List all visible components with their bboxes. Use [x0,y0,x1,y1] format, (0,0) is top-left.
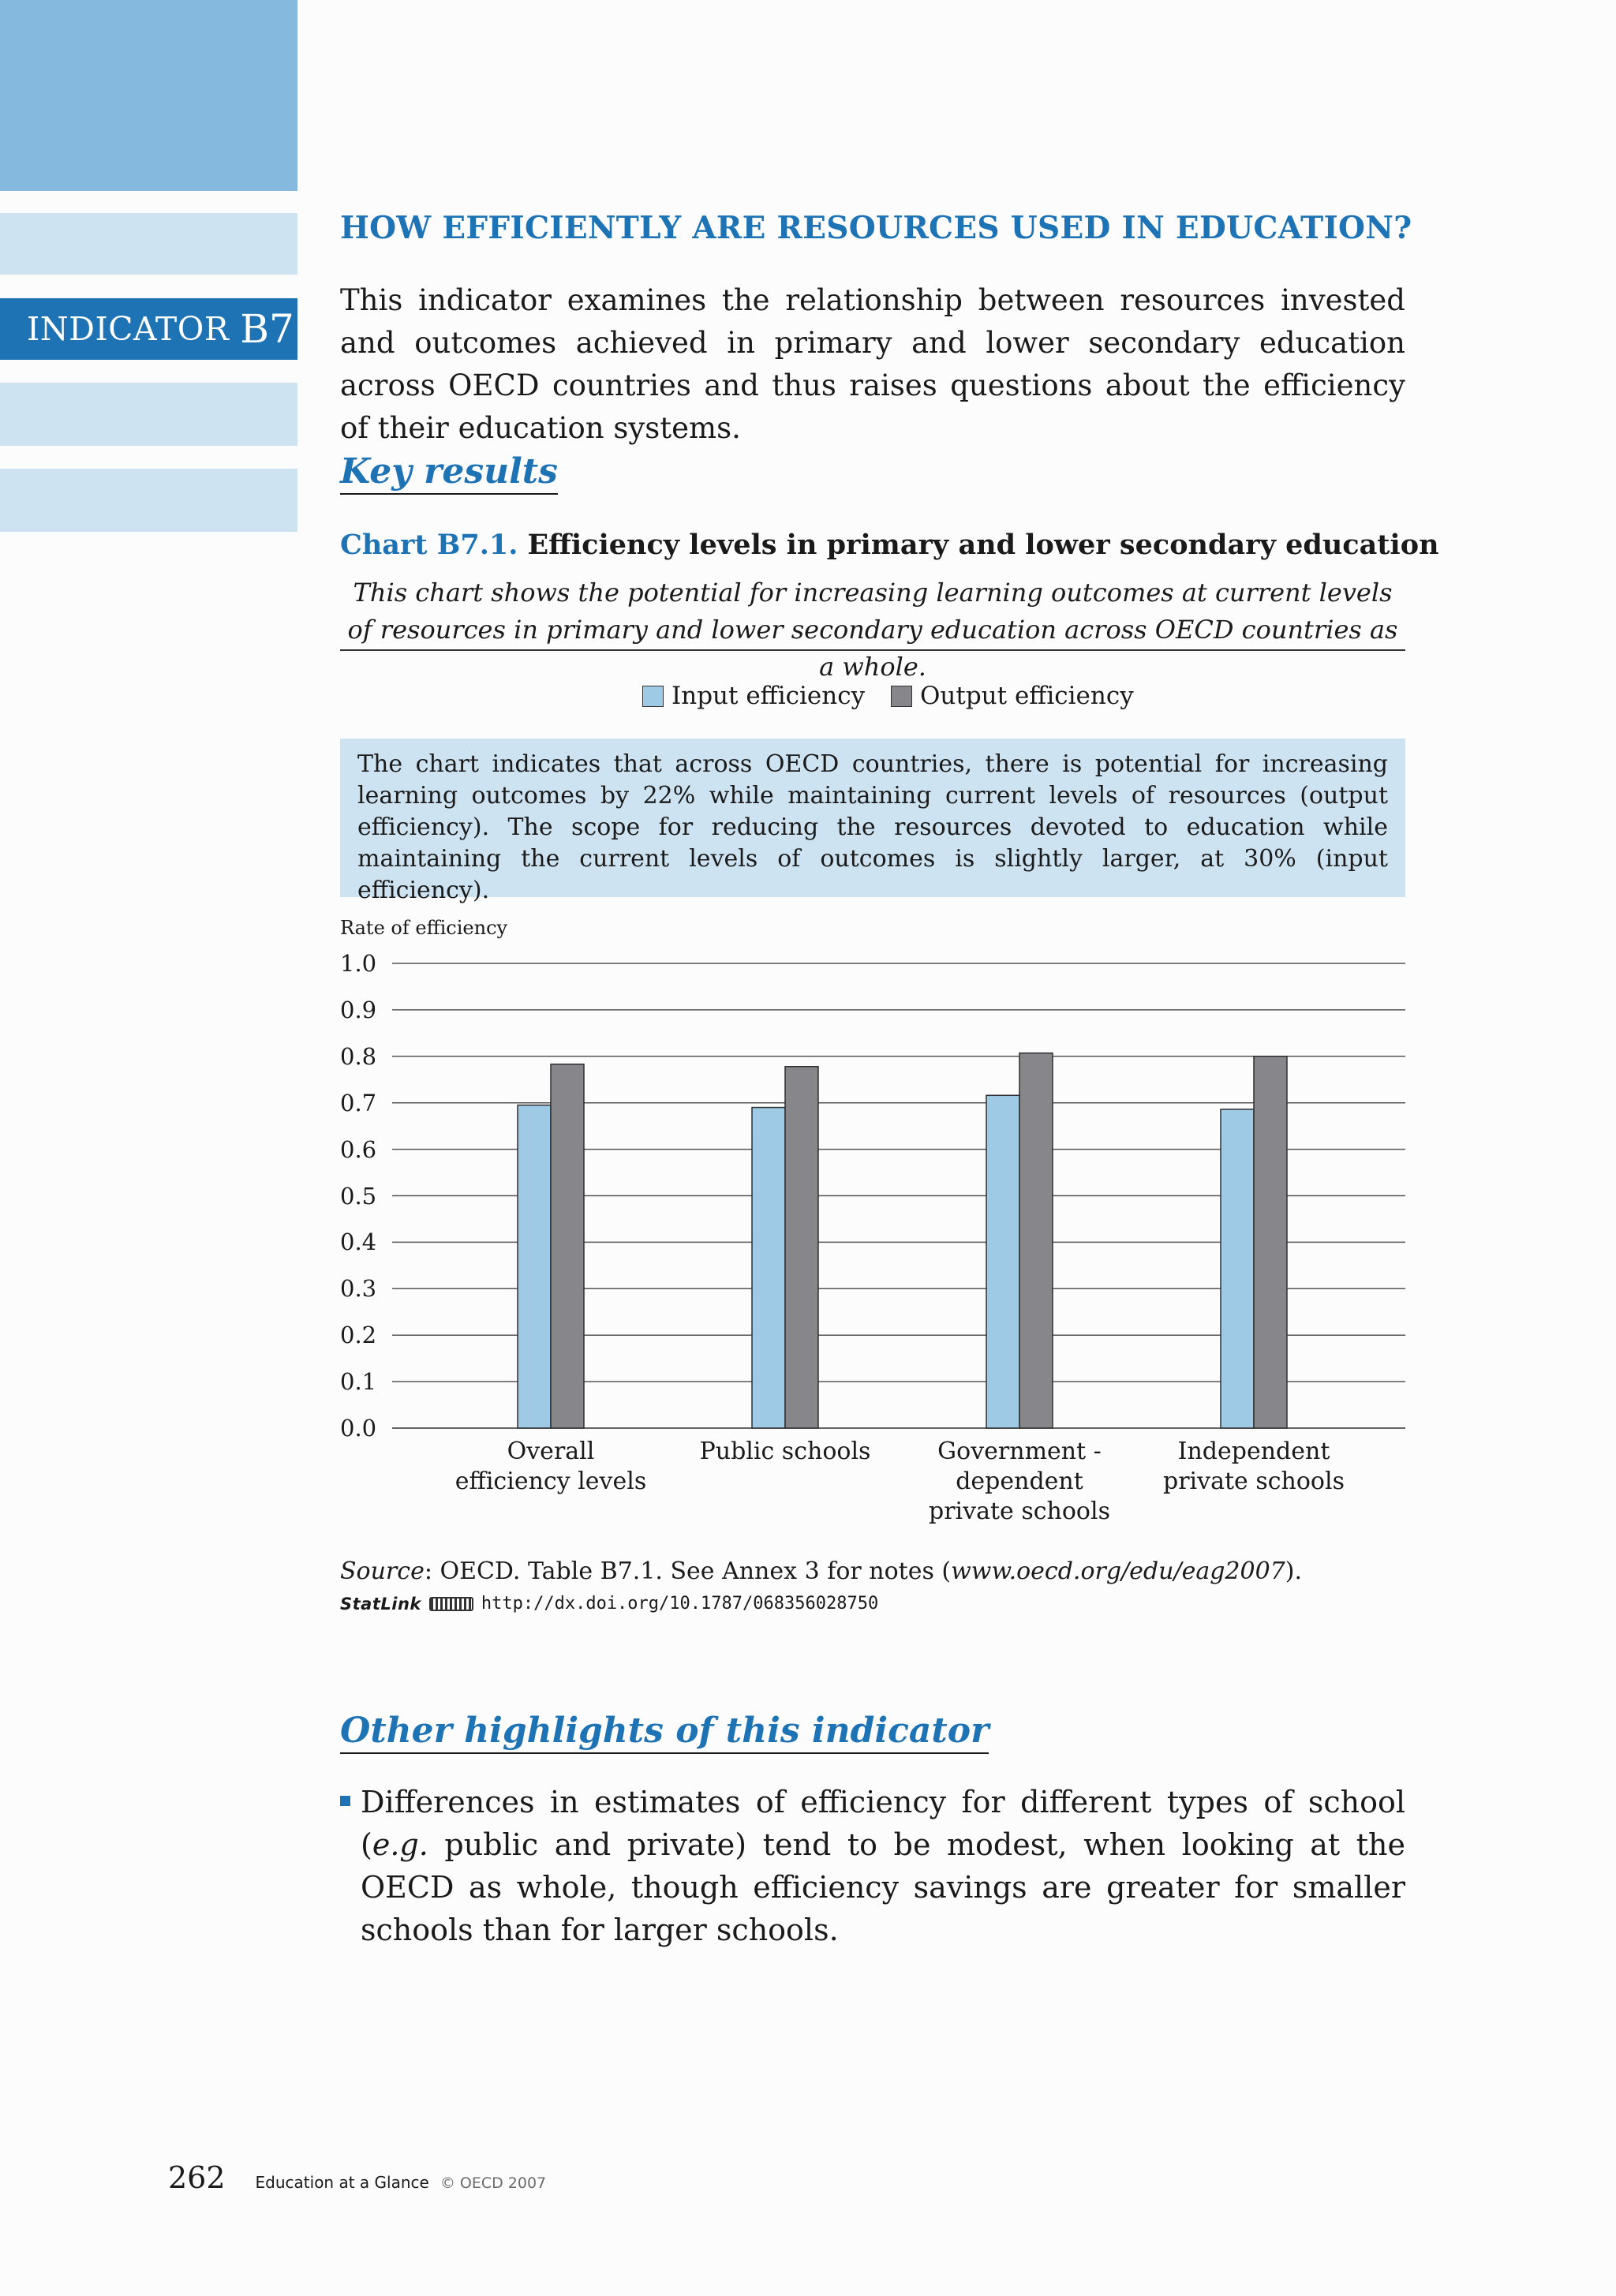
bar-output-efficiency [1019,1053,1053,1428]
x-category-label-line: Government - [937,1438,1102,1465]
highlight-text-eg: e.g. [372,1827,428,1862]
y-tick-label: 1.0 [340,950,377,977]
x-category-label [667,1437,903,1467]
statlink-icon [429,1597,473,1611]
source-label: Source [340,1557,425,1585]
source-end: ). [1285,1557,1303,1585]
highlight-text-post: public and private) tend to be modest, when looking at the OECD as whole, though efficiency savings are greater for smaller schools than for larger schools. [361,1827,1405,1947]
intro-paragraph: This indicator examines the relationship between resources invested and outcomes achieved in primary and lower secondary education across OECD countries and thus raises questions about the efficiency of their education systems. [340,283,1405,445]
page-number: 262 [168,2160,226,2195]
indicator-word: INDICATOR [27,310,230,348]
y-tick-label: 0.4 [340,1228,377,1256]
bullet-square-icon [340,1796,350,1806]
y-tick-label: 0.9 [340,996,377,1023]
copyright: © OECD 2007 [440,2174,547,2192]
legend-label-input: Input efficiency [671,682,866,710]
y-tick-label: 0.5 [340,1182,377,1210]
statlink-url[interactable]: http://dx.doi.org/10.1787/068356028750 [481,1594,879,1614]
bar-output-efficiency [785,1067,818,1428]
bar-input-efficiency [1221,1109,1254,1428]
other-highlights-heading: Other highlights of this indicator [340,1711,989,1754]
bar-input-efficiency [986,1095,1019,1428]
page-title: HOW EFFICIENTLY ARE RESOURCES USED IN EDUCATION? [340,210,1412,246]
chart-number: Chart B7.1. [340,529,518,561]
legend-label-output: Output efficiency [920,682,1134,710]
source-text: : OECD. Table B7.1. See Annex 3 for notes ( [424,1557,952,1585]
bar-output-efficiency [551,1064,584,1428]
y-tick-label: 0.6 [340,1135,377,1163]
source-note [340,1557,1302,1585]
statlink [340,1594,878,1614]
x-category-label-line: private schools [929,1498,1110,1525]
x-category-label-line: efficiency levels [454,1468,647,1495]
y-tick-label: 0.1 [340,1368,377,1396]
highlight-bullet [340,1781,1405,1951]
y-axis-label: Rate of efficiency [340,917,508,939]
x-category-label-line: Public schools [699,1438,871,1465]
y-tick-label: 0.3 [340,1275,377,1303]
footer [168,2160,546,2195]
chart-subtitle: This chart shows the potential for increasing learning outcomes at current levels of resources in primary and lower secondary education across OECD countries as a whole. [347,578,1398,682]
bar-input-efficiency [518,1105,551,1428]
source-url[interactable]: www.oecd.org/edu/eag2007 [951,1557,1285,1585]
x-category-label [901,1437,1138,1527]
bar-input-efficiency [752,1108,785,1428]
y-tick-label: 0.0 [340,1415,377,1442]
bar-output-efficiency [1254,1056,1287,1428]
key-results-heading: Key results [340,451,558,495]
x-category-label-line: Independent [1177,1438,1330,1465]
indicator-code: B7 [240,306,294,352]
x-category-label [1135,1437,1372,1497]
x-category-label-line: private schools [1163,1468,1345,1495]
y-tick-label: 0.2 [340,1322,377,1349]
chart-title-text: Efficiency levels in primary and lower secondary education [527,529,1439,561]
y-tick-label: 0.8 [340,1042,377,1070]
chart-note-box: The chart indicates that across OECD countries, there is potential for increasing learning outcomes by 22% while maintaining current levels of resources (output efficiency). The scope for reducing the resources devoted to education while maintaining the current levels of outcomes is slightly larger, at 30% (input efficiency). [340,739,1405,897]
x-category-label [432,1437,669,1497]
x-category-label-line: Overall [507,1438,595,1465]
highlight-text [361,1781,1405,1951]
publication-name: Education at a Glance [255,2173,429,2192]
highlight-text-pre: Differences in estimates of efficiency for different types of school ( [361,1785,1405,1862]
x-category-label-line: dependent [956,1468,1083,1495]
statlink-label: StatLink [340,1594,421,1614]
y-tick-label: 0.7 [340,1089,377,1116]
